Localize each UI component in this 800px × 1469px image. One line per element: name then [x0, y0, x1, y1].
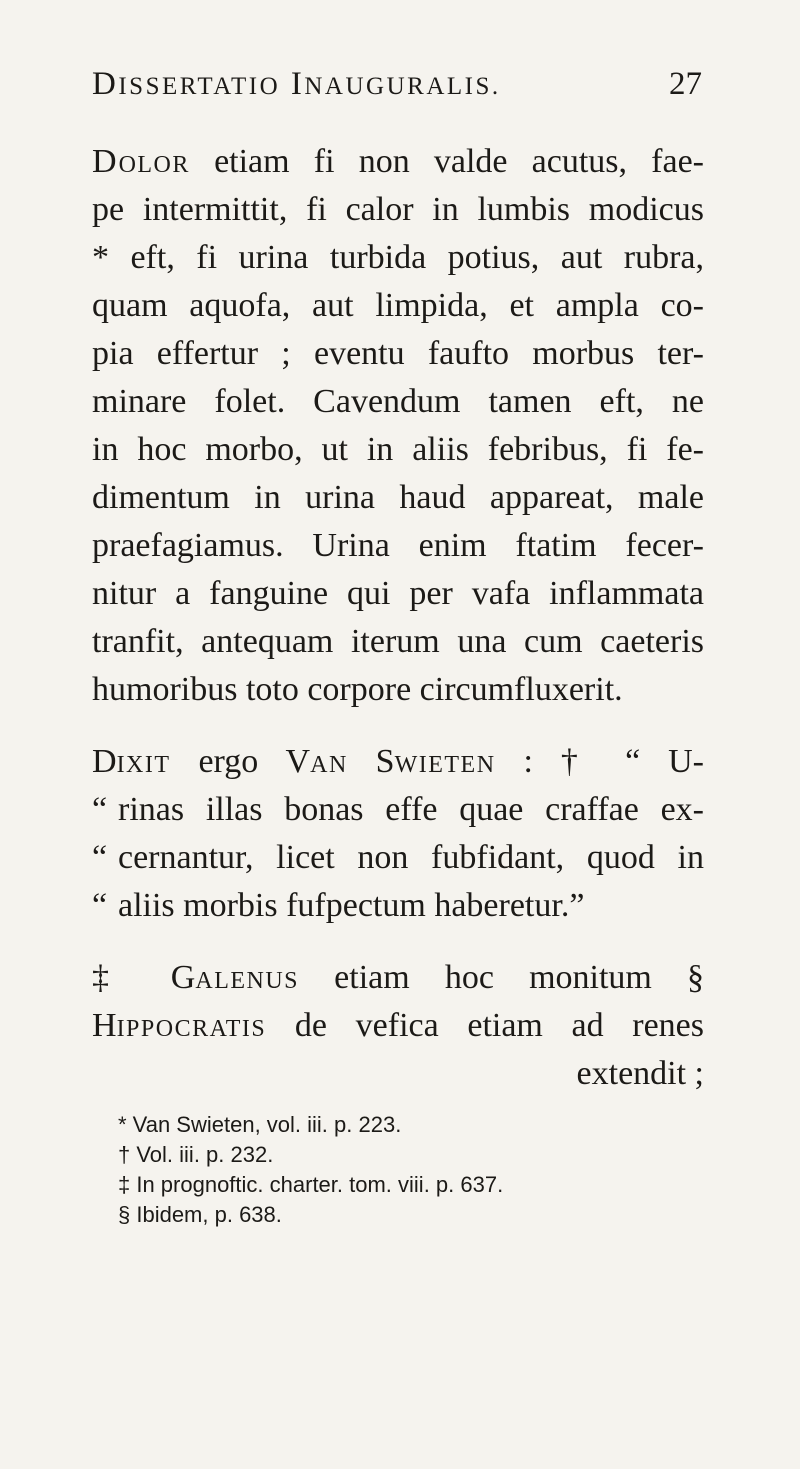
para1-line-9: praefagiamus. Urina enim ftatim fecer-: [92, 527, 704, 564]
quote-mark: “: [92, 791, 108, 828]
para2-line-3: cernantur, licet non fubfidant, quod in: [118, 839, 704, 876]
quote-mark: “: [92, 887, 108, 924]
para2-line-2: rinas illas bonas effe quae craffae ex-: [118, 791, 704, 828]
para3-line-1: ‡ GALENUS etiam hoc monitum §: [92, 959, 705, 996]
quote-mark: “: [92, 839, 108, 876]
para3-line-2: HIPPOCRATIS de vefica etiam ad renes: [92, 1007, 704, 1044]
para1-line-3: * eft, fi urina turbida potius, aut rubra,: [92, 239, 704, 276]
running-header: [92, 66, 702, 103]
para1-line-4: quam aquofa, aut limpida, et ampla co-: [92, 287, 704, 324]
catchword: extendit ;: [576, 1055, 704, 1092]
para1-line-8: dimentum in urina haud appareat, male: [92, 479, 704, 516]
footnote: * Van Swieten, vol. iii. p. 223.: [118, 1112, 402, 1137]
para1-line-10: nitur a fanguine qui per vafa inflammata: [92, 575, 704, 612]
para1-line-11: tranfit, antequam iterum una cum caeteris: [92, 623, 704, 660]
para1-line-5: pia effertur ; eventu faufto morbus ter-: [92, 335, 704, 372]
para1-line-7: in hoc morbo, ut in aliis febribus, fi fe-: [92, 431, 704, 468]
header-title: DISSERTATIO INAUGURALIS.: [92, 66, 501, 102]
para1-line-2: pe intermittit, fi calor in lumbis modicus: [92, 191, 704, 228]
para1-line-1: DOLOR etiam fi non valde acutus, fae-: [92, 143, 704, 180]
footnote: § Ibidem, p. 638.: [118, 1202, 282, 1227]
page-number: 27: [669, 66, 702, 102]
para2-line-1: DIXIT ergo VAN SWIETEN : † “ U-: [92, 743, 704, 780]
para2-line-4: aliis morbis fufpectum haberetur.”: [118, 887, 585, 924]
para1-line-12: humoribus toto corpore circumfluxerit.: [92, 671, 623, 708]
footnote: † Vol. iii. p. 232.: [118, 1142, 274, 1167]
para1-line-6: minare folet. Cavendum tamen eft, ne: [92, 383, 704, 420]
footnote: ‡ In prognoftic. charter. tom. viii. p. 637.: [118, 1172, 504, 1197]
